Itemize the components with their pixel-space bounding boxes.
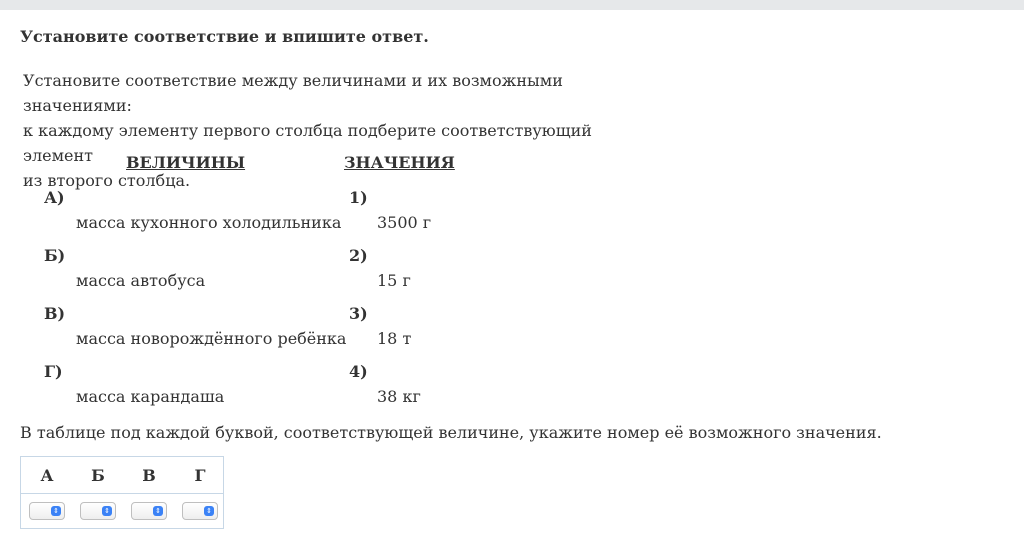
answer-select-a[interactable] <box>29 502 65 520</box>
answer-select-v[interactable] <box>131 502 167 520</box>
quantity-text-v: масса новорождённого ребёнка <box>76 329 347 348</box>
intro-line: к каждому элементу первого столбца подберите соответствующий элемент <box>23 121 592 165</box>
answer-instruction: В таблице под каждой буквой, соответствующей величине, укажите номер её возможного значения. <box>20 423 882 442</box>
answer-header-a: А <box>40 466 54 485</box>
quantity-letter-b: Б) <box>44 246 66 265</box>
quantity-letter-g: Г) <box>44 362 63 381</box>
answer-header-g: Г <box>194 466 206 485</box>
answer-select-b[interactable] <box>80 502 116 520</box>
column-title-quantities: ВЕЛИЧИНЫ <box>126 153 246 172</box>
updown-chevron-icon: ⇕ <box>153 506 163 516</box>
answer-select-g[interactable] <box>182 502 218 520</box>
quantity-letter-v: В) <box>44 304 66 323</box>
value-text-2: 15 г <box>377 271 411 290</box>
value-number-2: 2) <box>349 246 368 265</box>
column-title-values: ЗНАЧЕНИЯ <box>344 153 455 172</box>
top-bar <box>0 0 1024 10</box>
quantity-text-a: масса кухонного холодильника <box>76 213 342 232</box>
task-heading: Установите соответствие и впишите ответ. <box>20 27 429 46</box>
task-intro <box>23 68 643 193</box>
value-number-3: 3) <box>349 304 368 323</box>
quantity-text-g: масса карандаша <box>76 387 225 406</box>
value-number-1: 1) <box>349 188 368 207</box>
quantity-text-b: масса автобуса <box>76 271 206 290</box>
value-number-4: 4) <box>349 362 368 381</box>
quantity-letter-a: А) <box>44 188 65 207</box>
intro-line: из второго столбца. <box>23 171 191 190</box>
table-divider <box>21 493 223 494</box>
value-text-3: 18 т <box>377 329 412 348</box>
value-text-1: 3500 г <box>377 213 432 232</box>
answer-table <box>20 456 224 529</box>
answer-header-v: В <box>142 466 156 485</box>
intro-line: Установите соответствие между величинами и их возможными значениями: <box>23 71 563 115</box>
value-text-4: 38 кг <box>377 387 421 406</box>
answer-header-b: Б <box>91 466 105 485</box>
updown-chevron-icon: ⇕ <box>51 506 61 516</box>
updown-chevron-icon: ⇕ <box>204 506 214 516</box>
updown-chevron-icon: ⇕ <box>102 506 112 516</box>
